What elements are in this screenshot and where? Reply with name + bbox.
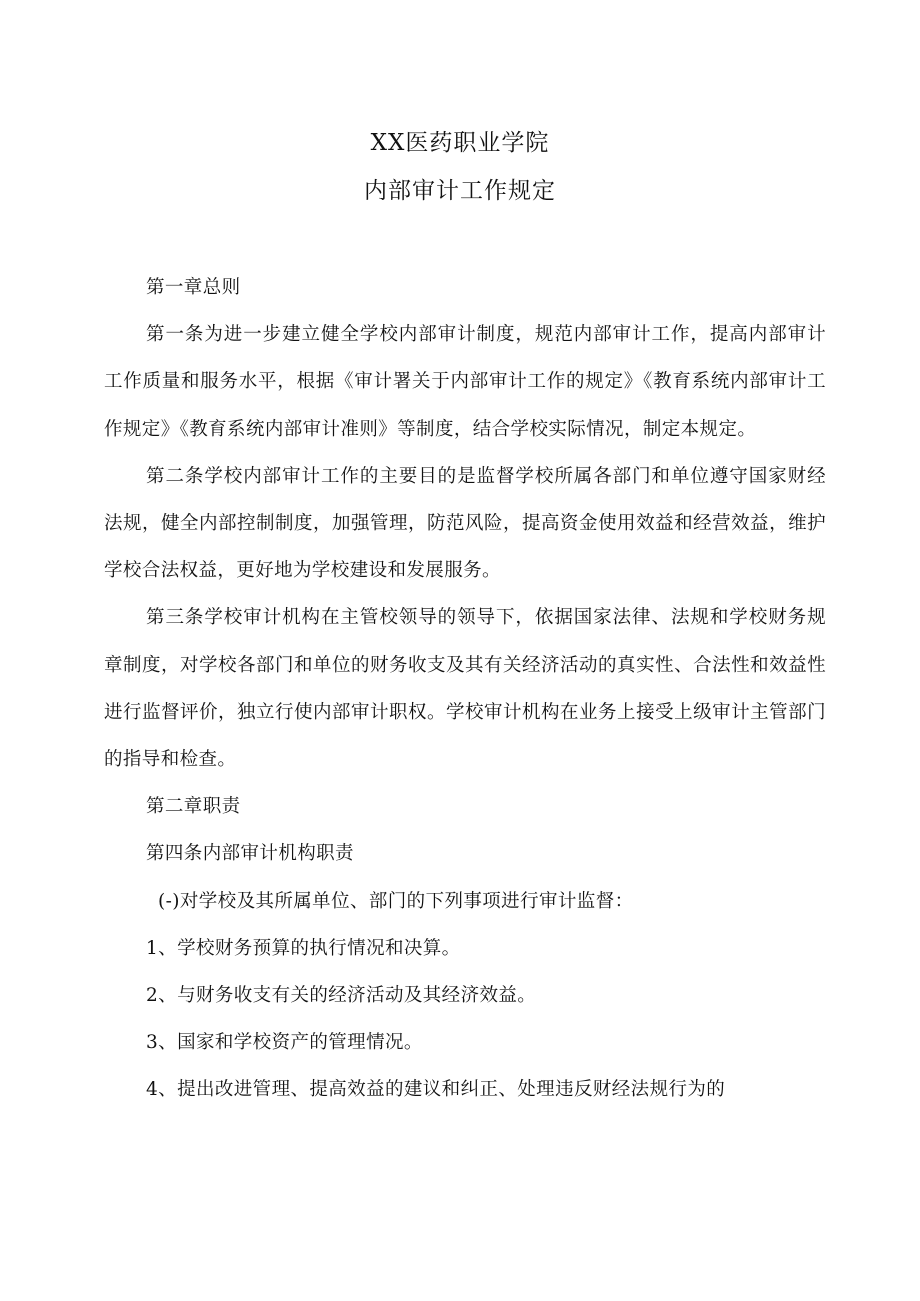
subsection-1-heading: (-)对学校及其所属单位、部门的下列事项进行审计监督：	[158, 890, 634, 912]
article-4-heading: 第四条内部审计机构职责	[146, 843, 354, 865]
list-item-1: 1、学校财务预算的执行情况和决算。	[146, 937, 461, 959]
list-item-3: 3、国家和学校资产的管理情况。	[146, 1032, 423, 1054]
list-item-4: 4、提出改进管理、提高效益的建议和纠正、处理违反财经法规行为的	[146, 1079, 726, 1101]
chapter-heading-2: 第二章职责	[146, 796, 241, 818]
list-item-2: 2、与财务收支有关的经济活动及其经济效益。	[146, 985, 537, 1007]
chapter-heading-1: 第一章总则	[146, 277, 241, 298]
article-3-paragraph: 第三条学校审计机构在主管校领导的领导下，依据国家法律、法规和学校财务规章制度，对学校各部门和单位的财务收支及其有关经济活动的真实性、合法性和效益性进行监督评价，独立行使内部审计职权。学校审计机构在业务上接受上级审计主管部门的指导和检查。	[104, 607, 826, 771]
article-1-paragraph: 第一条为进一步建立健全学校内部审计制度，规范内部审计工作，提高内部审计工作质量和服务水平，根据《审计署关于内部审计工作的规定》《教育系统内部审计工作规定》《教育系统内部审计准则》等制度，结合学校实际情况，制定本规定。	[104, 324, 826, 440]
article-2-paragraph: 第二条学校内部审计工作的主要目的是监督学校所属各部门和单位遵守国家财经法规，健全内部控制制度，加强管理，防范风险，提高资金使用效益和经营效益，维护学校合法权益，更好地为学校建设和发展服务。	[104, 465, 826, 582]
document-title-line-2: 内部审计工作规定	[364, 178, 556, 204]
document-body	[104, 264, 826, 1114]
document-title-line-1: XX医药职业学院	[370, 130, 550, 156]
